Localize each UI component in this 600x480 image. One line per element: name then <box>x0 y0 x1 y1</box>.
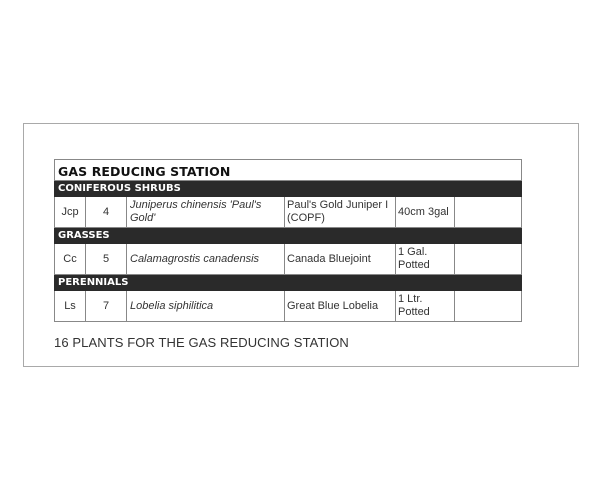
plant-size-cell: 1 Ltr. Potted <box>396 291 455 322</box>
section-heading-perennials: PERENNIALS <box>55 275 522 291</box>
section-header-row <box>55 228 522 244</box>
plant-quantity-cell: 4 <box>86 197 127 228</box>
common-name-cell: Great Blue Lobelia <box>285 291 396 322</box>
plant-quantity-cell: 5 <box>86 244 127 275</box>
plant-quantity-cell: 7 <box>86 291 127 322</box>
common-name-cell: Paul's Gold Juniper I (COPF) <box>285 197 396 228</box>
table-row <box>55 244 522 275</box>
plant-code-cell: Cc <box>55 244 86 275</box>
plant-size-cell: 40cm 3gal <box>396 197 455 228</box>
section-heading-coniferous-shrubs: CONIFEROUS SHRUBS <box>55 181 522 197</box>
botanical-name-cell: Juniperus chinensis 'Paul's Gold' <box>127 197 285 228</box>
plant-count-caption: 16 PLANTS FOR THE GAS REDUCING STATION <box>54 335 349 350</box>
schedule-title: GAS REDUCING STATION <box>55 160 522 181</box>
section-header-row <box>55 181 522 197</box>
planting-schedule-table <box>54 159 522 322</box>
notes-cell <box>455 291 522 322</box>
plant-code-cell: Jcp <box>55 197 86 228</box>
notes-cell <box>455 197 522 228</box>
plant-code-cell: Ls <box>55 291 86 322</box>
notes-cell <box>455 244 522 275</box>
section-header-row <box>55 275 522 291</box>
botanical-name-cell: Lobelia siphilitica <box>127 291 285 322</box>
table-row <box>55 197 522 228</box>
common-name-cell: Canada Bluejoint <box>285 244 396 275</box>
section-heading-grasses: GRASSES <box>55 228 522 244</box>
table-row <box>55 291 522 322</box>
plant-size-cell: 1 Gal. Potted <box>396 244 455 275</box>
botanical-name-cell: Calamagrostis canadensis <box>127 244 285 275</box>
schedule-title-row <box>55 160 522 181</box>
